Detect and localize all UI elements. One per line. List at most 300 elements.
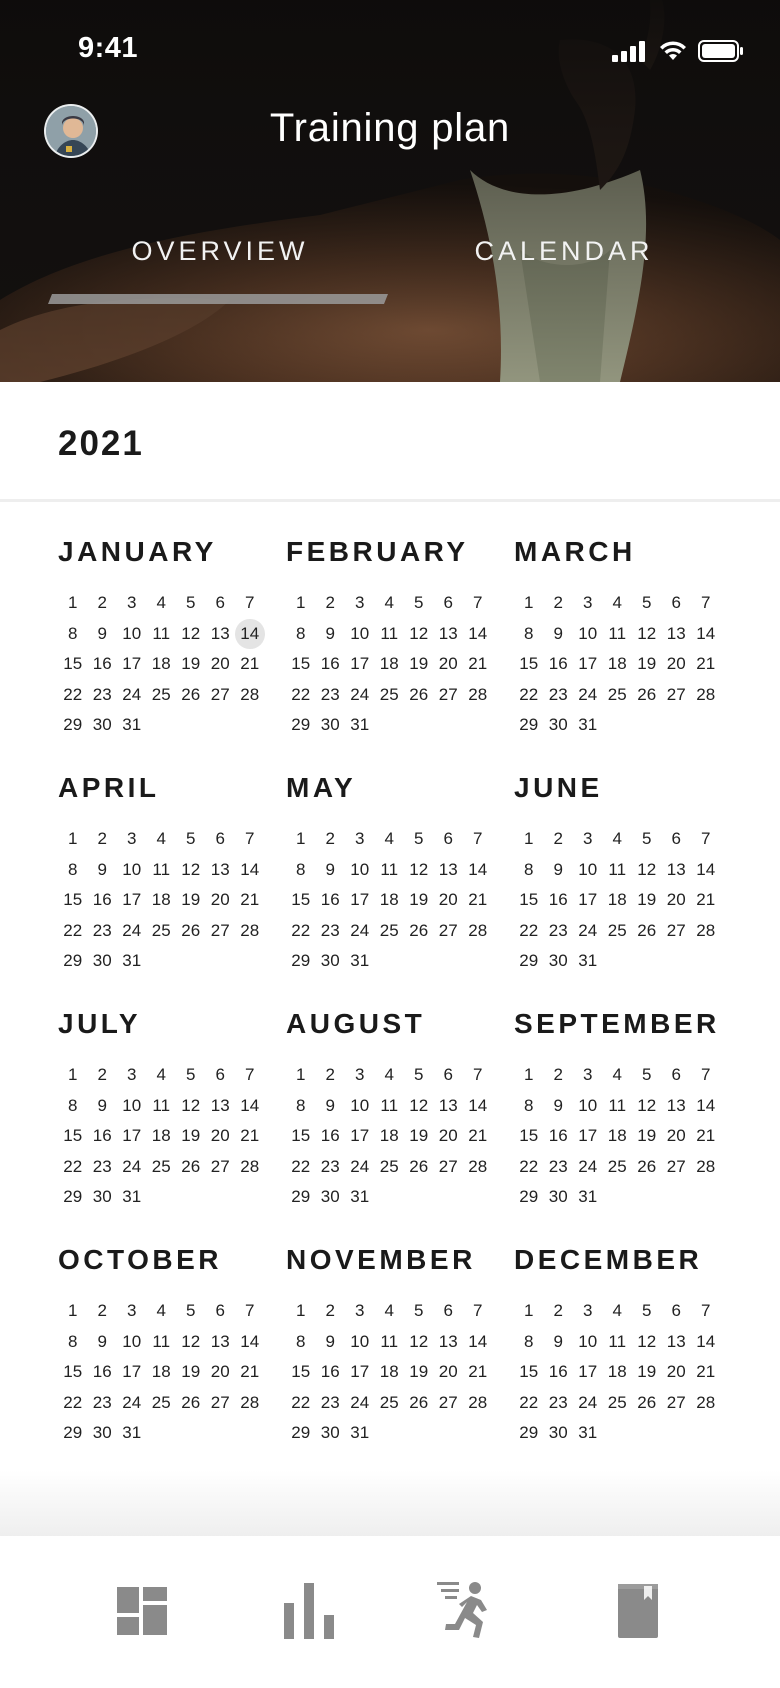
day-cell[interactable]: 23 [92, 1156, 112, 1176]
day-cell[interactable]: 10 [578, 859, 598, 879]
day-cell[interactable]: 25 [607, 1156, 627, 1176]
day-cell[interactable]: 25 [379, 1392, 399, 1412]
day-cell[interactable]: 15 [63, 890, 83, 909]
day-cell[interactable]: 4 [384, 829, 394, 848]
day-cell[interactable]: 13 [438, 623, 458, 643]
day-cell[interactable]: 5 [186, 1065, 196, 1084]
day-cell[interactable]: 19 [409, 890, 429, 909]
day-cell[interactable]: 14 [240, 859, 260, 879]
day-cell[interactable]: 3 [355, 1065, 365, 1084]
day-cell[interactable]: 15 [291, 1362, 311, 1381]
day-cell[interactable]: 11 [152, 859, 171, 879]
day-cell[interactable]: 31 [578, 951, 598, 970]
day-cell[interactable]: 27 [666, 684, 686, 704]
day-cell[interactable]: 29 [519, 1423, 539, 1442]
day-cell[interactable]: 2 [553, 829, 563, 848]
day-cell[interactable]: 6 [215, 1065, 225, 1084]
day-cell[interactable]: 20 [666, 890, 686, 909]
day-cell[interactable]: 28 [240, 684, 260, 704]
day-cell[interactable]: 25 [379, 920, 399, 940]
day-cell[interactable]: 9 [553, 859, 563, 879]
day-cell[interactable]: 14 [468, 1095, 488, 1115]
day-cell[interactable]: 8 [296, 859, 306, 879]
day-cell[interactable]: 5 [414, 1301, 424, 1320]
day-cell[interactable]: 7 [245, 1065, 255, 1084]
day-cell[interactable]: 5 [414, 593, 424, 612]
day-cell[interactable]: 21 [696, 654, 716, 673]
day-cell[interactable]: 1 [296, 1301, 306, 1320]
day-cell[interactable]: 18 [151, 890, 171, 909]
day-cell[interactable]: 10 [122, 1331, 142, 1351]
year-selector[interactable] [0, 382, 780, 502]
day-cell[interactable]: 13 [438, 1331, 458, 1351]
day-cell[interactable]: 9 [553, 623, 563, 643]
day-cell[interactable]: 28 [468, 1392, 488, 1412]
day-cell[interactable]: 5 [414, 1065, 424, 1084]
day-cell[interactable]: 30 [320, 1187, 340, 1206]
day-cell[interactable]: 18 [151, 1126, 171, 1145]
day-cell[interactable]: 26 [637, 1392, 657, 1412]
day-cell[interactable]: 29 [63, 1423, 83, 1442]
day-cell[interactable]: 22 [63, 684, 83, 704]
day-cell[interactable]: 1 [68, 1301, 78, 1320]
day-cell[interactable]: 10 [122, 859, 142, 879]
day-cell[interactable]: 30 [92, 715, 112, 734]
day-cell[interactable]: 25 [151, 920, 171, 940]
day-cell[interactable]: 6 [671, 1301, 681, 1320]
day-cell[interactable]: 7 [473, 593, 483, 612]
day-cell[interactable]: 26 [409, 1156, 429, 1176]
day-cell[interactable]: 17 [578, 1126, 598, 1145]
nav-training[interactable] [422, 1566, 512, 1656]
day-cell[interactable]: 14 [468, 859, 488, 879]
day-cell[interactable]: 30 [320, 951, 340, 970]
day-cell[interactable]: 10 [350, 1331, 370, 1351]
day-cell[interactable]: 6 [215, 1301, 225, 1320]
day-cell[interactable]: 27 [666, 1156, 686, 1176]
day-cell[interactable]: 19 [181, 890, 201, 909]
day-cell[interactable]: 7 [701, 1301, 711, 1320]
day-cell[interactable]: 22 [519, 1156, 539, 1176]
day-cell[interactable]: 25 [607, 920, 627, 940]
day-cell[interactable]: 28 [696, 684, 716, 704]
day-cell[interactable]: 13 [210, 859, 230, 879]
day-cell[interactable]: 8 [524, 1095, 534, 1115]
day-cell[interactable]: 8 [524, 1331, 534, 1351]
day-cell[interactable]: 5 [186, 829, 196, 848]
day-cell[interactable]: 23 [92, 1392, 112, 1412]
day-cell[interactable]: 29 [291, 951, 311, 970]
day-cell[interactable]: 29 [63, 951, 83, 970]
day-cell[interactable]: 24 [350, 920, 370, 940]
day-cell[interactable]: 18 [379, 1362, 399, 1381]
day-cell[interactable]: 7 [701, 593, 711, 612]
day-cell[interactable]: 19 [637, 654, 657, 673]
day-cell[interactable]: 1 [524, 593, 534, 612]
day-cell[interactable]: 10 [122, 1095, 142, 1115]
day-cell[interactable]: 19 [409, 1126, 429, 1145]
day-cell[interactable]: 29 [519, 1187, 539, 1206]
day-cell[interactable]: 7 [245, 593, 255, 612]
day-cell[interactable]: 11 [608, 1331, 627, 1351]
day-cell[interactable]: 28 [240, 920, 260, 940]
day-cell[interactable]: 5 [642, 593, 652, 612]
day-cell[interactable]: 16 [548, 890, 568, 909]
day-cell[interactable]: 4 [384, 1065, 394, 1084]
day-cell[interactable]: 12 [637, 1331, 657, 1351]
day-cell[interactable]: 20 [210, 654, 230, 673]
day-cell[interactable]: 10 [578, 1095, 598, 1115]
day-cell[interactable]: 3 [583, 593, 593, 612]
day-cell[interactable]: 4 [612, 1065, 622, 1084]
day-cell[interactable]: 23 [92, 684, 112, 704]
day-cell[interactable]: 13 [438, 859, 458, 879]
day-cell[interactable]: 20 [438, 1126, 458, 1145]
day-cell[interactable]: 26 [637, 920, 657, 940]
day-cell[interactable]: 19 [637, 1362, 657, 1381]
day-cell[interactable]: 30 [92, 951, 112, 970]
day-cell[interactable]: 10 [350, 1095, 370, 1115]
day-cell[interactable]: 13 [666, 1095, 686, 1115]
day-cell[interactable]: 2 [97, 829, 107, 848]
day-cell[interactable]: 8 [68, 623, 78, 643]
day-cell[interactable]: 5 [186, 593, 196, 612]
day-cell[interactable]: 13 [210, 1095, 230, 1115]
day-cell[interactable]: 7 [473, 1065, 483, 1084]
day-cell[interactable]: 10 [350, 623, 370, 643]
day-cell[interactable]: 18 [379, 654, 399, 673]
day-cell[interactable]: 12 [637, 1095, 657, 1115]
day-cell[interactable]: 29 [291, 1187, 311, 1206]
day-cell[interactable]: 3 [583, 829, 593, 848]
day-cell[interactable]: 19 [181, 1362, 201, 1381]
day-cell[interactable]: 23 [320, 684, 340, 704]
day-cell[interactable]: 14 [696, 1331, 716, 1351]
day-cell[interactable]: 31 [578, 715, 598, 734]
day-cell[interactable]: 30 [548, 1187, 568, 1206]
day-cell[interactable]: 31 [350, 715, 370, 734]
day-cell[interactable]: 31 [578, 1423, 598, 1442]
day-cell[interactable]: 22 [291, 1392, 311, 1412]
nav-stats[interactable] [264, 1566, 354, 1656]
day-cell[interactable]: 17 [578, 890, 598, 909]
day-cell[interactable]: 16 [320, 654, 340, 673]
day-cell[interactable]: 28 [696, 1156, 716, 1176]
day-cell[interactable]: 14 [240, 1331, 260, 1351]
day-cell[interactable]: 13 [210, 623, 230, 643]
day-cell[interactable]: 11 [380, 1331, 399, 1351]
day-cell[interactable]: 31 [350, 1187, 370, 1206]
day-cell[interactable]: 23 [548, 1156, 568, 1176]
day-cell[interactable]: 22 [291, 920, 311, 940]
day-cell[interactable]: 19 [637, 890, 657, 909]
day-cell[interactable]: 15 [63, 1126, 83, 1145]
day-cell[interactable]: 30 [92, 1423, 112, 1442]
day-cell[interactable]: 1 [68, 1065, 78, 1084]
day-cell[interactable]: 12 [637, 859, 657, 879]
day-cell[interactable]: 4 [156, 1065, 166, 1084]
day-cell[interactable]: 14 [696, 1095, 716, 1115]
day-cell[interactable]: 4 [612, 829, 622, 848]
day-cell[interactable]: 7 [473, 829, 483, 848]
day-cell[interactable]: 3 [583, 1065, 593, 1084]
day-cell[interactable]: 12 [409, 859, 429, 879]
day-cell[interactable]: 4 [384, 593, 394, 612]
day-cell[interactable]: 18 [607, 1362, 627, 1381]
day-cell[interactable]: 11 [380, 623, 399, 643]
day-cell[interactable]: 9 [325, 1095, 335, 1115]
day-cell[interactable]: 10 [122, 623, 142, 643]
day-cell[interactable]: 24 [350, 1392, 370, 1412]
day-cell[interactable]: 23 [320, 1392, 340, 1412]
day-cell[interactable]: 11 [152, 1095, 171, 1115]
day-cell[interactable]: 29 [519, 715, 539, 734]
day-cell[interactable]: 14 [696, 623, 716, 643]
day-cell[interactable]: 31 [350, 951, 370, 970]
day-cell[interactable]: 4 [612, 1301, 622, 1320]
day-cell[interactable]: 13 [438, 1095, 458, 1115]
day-cell[interactable]: 15 [291, 890, 311, 909]
day-cell[interactable]: 9 [97, 623, 107, 643]
day-cell[interactable]: 18 [151, 1362, 171, 1381]
day-cell[interactable]: 28 [468, 684, 488, 704]
day-cell[interactable]: 10 [578, 623, 598, 643]
day-cell[interactable]: 18 [379, 890, 399, 909]
day-cell[interactable]: 20 [210, 1126, 230, 1145]
day-cell[interactable]: 17 [578, 654, 598, 673]
day-cell[interactable]: 26 [181, 1156, 201, 1176]
day-cell[interactable]: 17 [122, 1126, 142, 1145]
day-cell[interactable]: 15 [63, 1362, 83, 1381]
day-cell[interactable]: 26 [181, 684, 201, 704]
day-cell[interactable]: 2 [97, 1065, 107, 1084]
day-cell[interactable]: 1 [524, 1301, 534, 1320]
day-cell[interactable]: 6 [443, 829, 453, 848]
day-cell[interactable]: 27 [210, 920, 230, 940]
day-cell[interactable]: 3 [127, 1301, 137, 1320]
day-cell[interactable]: 5 [414, 829, 424, 848]
day-cell[interactable]: 20 [210, 890, 230, 909]
day-cell[interactable]: 11 [608, 859, 627, 879]
day-cell[interactable]: 5 [642, 1301, 652, 1320]
day-cell[interactable]: 10 [578, 1331, 598, 1351]
day-cell[interactable]: 7 [701, 1065, 711, 1084]
day-cell[interactable]: 1 [524, 829, 534, 848]
day-cell[interactable]: 26 [181, 1392, 201, 1412]
day-cell[interactable]: 16 [92, 654, 112, 673]
day-cell[interactable]: 29 [63, 1187, 83, 1206]
day-cell[interactable]: 11 [608, 623, 627, 643]
day-cell[interactable]: 3 [583, 1301, 593, 1320]
day-cell[interactable]: 18 [607, 1126, 627, 1145]
tab-indicator-overview[interactable] [48, 292, 388, 306]
day-cell[interactable]: 11 [152, 1331, 171, 1351]
day-cell[interactable]: 4 [156, 593, 166, 612]
day-cell[interactable]: 21 [240, 890, 260, 909]
day-cell[interactable]: 11 [152, 623, 171, 643]
day-cell[interactable]: 17 [122, 654, 142, 673]
day-cell[interactable]: 21 [696, 1126, 716, 1145]
day-cell[interactable]: 29 [291, 715, 311, 734]
nav-dashboard[interactable] [98, 1566, 188, 1656]
day-cell[interactable]: 28 [240, 1156, 260, 1176]
day-cell[interactable]: 12 [637, 623, 657, 643]
day-cell[interactable]: 27 [438, 1156, 458, 1176]
day-cell[interactable]: 12 [181, 1095, 201, 1115]
day-cell[interactable]: 3 [355, 1301, 365, 1320]
day-cell[interactable]: 29 [519, 951, 539, 970]
day-cell[interactable]: 21 [468, 890, 488, 909]
day-cell[interactable]: 22 [519, 684, 539, 704]
day-cell[interactable]: 27 [438, 684, 458, 704]
day-cell[interactable]: 25 [151, 1392, 171, 1412]
day-cell[interactable]: 27 [210, 1156, 230, 1176]
day-cell[interactable]: 26 [637, 1156, 657, 1176]
day-cell[interactable]: 26 [181, 920, 201, 940]
day-cell[interactable]: 23 [92, 920, 112, 940]
day-cell[interactable]: 12 [409, 623, 429, 643]
day-cell[interactable]: 24 [122, 684, 142, 704]
day-cell[interactable]: 11 [380, 1095, 399, 1115]
day-cell[interactable]: 2 [325, 829, 335, 848]
day-cell[interactable]: 2 [325, 1065, 335, 1084]
day-cell[interactable]: 11 [608, 1095, 627, 1115]
day-cell[interactable]: 4 [156, 1301, 166, 1320]
day-cell[interactable]: 2 [553, 1301, 563, 1320]
day-cell[interactable]: 8 [296, 1095, 306, 1115]
nav-journal[interactable] [593, 1566, 683, 1656]
day-cell[interactable]: 6 [671, 829, 681, 848]
day-cell[interactable]: 12 [181, 623, 201, 643]
day-cell[interactable]: 6 [671, 1065, 681, 1084]
day-cell[interactable]: 25 [379, 684, 399, 704]
day-cell[interactable]: 30 [92, 1187, 112, 1206]
day-cell[interactable]: 27 [666, 920, 686, 940]
day-cell[interactable]: 26 [409, 684, 429, 704]
tab-calendar[interactable]: CALENDAR [474, 236, 654, 266]
day-cell[interactable]: 21 [696, 890, 716, 909]
day-cell[interactable]: 3 [127, 593, 137, 612]
day-cell[interactable]: 5 [642, 1065, 652, 1084]
day-cell[interactable]: 9 [553, 1331, 563, 1351]
day-cell[interactable]: 22 [519, 1392, 539, 1412]
day-cell[interactable]: 7 [473, 1301, 483, 1320]
day-cell[interactable]: 25 [607, 1392, 627, 1412]
day-cell[interactable]: 21 [240, 1126, 260, 1145]
day-cell[interactable]: 21 [240, 1362, 260, 1381]
day-cell[interactable]: 23 [548, 920, 568, 940]
day-cell[interactable]: 29 [63, 715, 83, 734]
day-cell[interactable]: 7 [245, 1301, 255, 1320]
day-cell[interactable]: 6 [671, 593, 681, 612]
day-cell[interactable]: 17 [350, 1362, 370, 1381]
day-cell[interactable]: 27 [666, 1392, 686, 1412]
day-cell[interactable]: 6 [443, 1301, 453, 1320]
day-cell[interactable]: 19 [637, 1126, 657, 1145]
day-cell[interactable]: 17 [578, 1362, 598, 1381]
day-cell[interactable]: 1 [524, 1065, 534, 1084]
day-cell[interactable]: 31 [122, 1423, 142, 1442]
day-cell[interactable]: 14 [468, 1331, 488, 1351]
day-cell[interactable]: 1 [68, 593, 78, 612]
day-cell[interactable]: 21 [240, 654, 260, 673]
day-cell[interactable]: 20 [666, 1126, 686, 1145]
day-cell[interactable]: 9 [553, 1095, 563, 1115]
day-cell[interactable]: 1 [68, 829, 78, 848]
day-cell[interactable]: 9 [325, 859, 335, 879]
day-cell[interactable]: 2 [553, 1065, 563, 1084]
day-cell[interactable]: 31 [350, 1423, 370, 1442]
day-cell[interactable]: 3 [355, 593, 365, 612]
day-cell[interactable]: 16 [548, 654, 568, 673]
day-cell[interactable]: 23 [548, 1392, 568, 1412]
day-cell[interactable]: 26 [409, 920, 429, 940]
day-cell[interactable]: 17 [122, 1362, 142, 1381]
day-cell[interactable]: 6 [443, 1065, 453, 1084]
day-cell[interactable]: 24 [350, 1156, 370, 1176]
day-cell[interactable]: 31 [578, 1187, 598, 1206]
day-cell[interactable]: 31 [122, 951, 142, 970]
day-cell[interactable]: 13 [666, 859, 686, 879]
day-cell[interactable]: 11 [380, 859, 399, 879]
day-cell[interactable]: 23 [548, 684, 568, 704]
day-cell[interactable]: 1 [296, 593, 306, 612]
day-cell[interactable]: 16 [92, 890, 112, 909]
day-cell[interactable]: 9 [97, 1095, 107, 1115]
day-cell[interactable]: 5 [642, 829, 652, 848]
day-cell[interactable]: 3 [355, 829, 365, 848]
day-cell[interactable]: 17 [350, 890, 370, 909]
day-cell[interactable]: 30 [548, 951, 568, 970]
day-cell[interactable]: 19 [409, 654, 429, 673]
day-cell[interactable]: 3 [127, 1065, 137, 1084]
day-cell[interactable]: 24 [578, 1392, 598, 1412]
day-cell[interactable]: 21 [468, 1126, 488, 1145]
day-cell[interactable]: 3 [127, 829, 137, 848]
day-cell[interactable]: 4 [384, 1301, 394, 1320]
day-cell[interactable]: 19 [181, 654, 201, 673]
day-cell[interactable]: 8 [68, 1095, 78, 1115]
day-cell[interactable]: 2 [97, 593, 107, 612]
day-cell[interactable]: 20 [438, 654, 458, 673]
day-cell[interactable]: 20 [210, 1362, 230, 1381]
day-cell[interactable]: 8 [68, 859, 78, 879]
day-cell[interactable]: 20 [438, 890, 458, 909]
day-cell[interactable]: 22 [63, 1392, 83, 1412]
day-cell[interactable]: 23 [320, 920, 340, 940]
day-cell[interactable]: 21 [696, 1362, 716, 1381]
day-cell[interactable]: 27 [210, 1392, 230, 1412]
day-cell[interactable]: 24 [122, 920, 142, 940]
day-cell[interactable]: 31 [122, 715, 142, 734]
day-cell[interactable]: 18 [607, 654, 627, 673]
day-cell[interactable]: 16 [548, 1362, 568, 1381]
day-cell[interactable]: 15 [519, 1126, 539, 1145]
day-cell[interactable]: 7 [245, 829, 255, 848]
day-cell[interactable]: 1 [296, 1065, 306, 1084]
day-cell[interactable]: 20 [666, 1362, 686, 1381]
day-cell[interactable]: 19 [409, 1362, 429, 1381]
day-cell[interactable]: 17 [122, 890, 142, 909]
day-cell[interactable]: 12 [409, 1095, 429, 1115]
day-cell[interactable]: 24 [578, 920, 598, 940]
day-cell[interactable]: 31 [122, 1187, 142, 1206]
day-cell[interactable]: 15 [519, 890, 539, 909]
day-cell[interactable]: 14 [240, 1095, 260, 1115]
day-cell[interactable]: 24 [578, 684, 598, 704]
day-cell[interactable]: 29 [291, 1423, 311, 1442]
day-cell[interactable]: 14 [696, 859, 716, 879]
